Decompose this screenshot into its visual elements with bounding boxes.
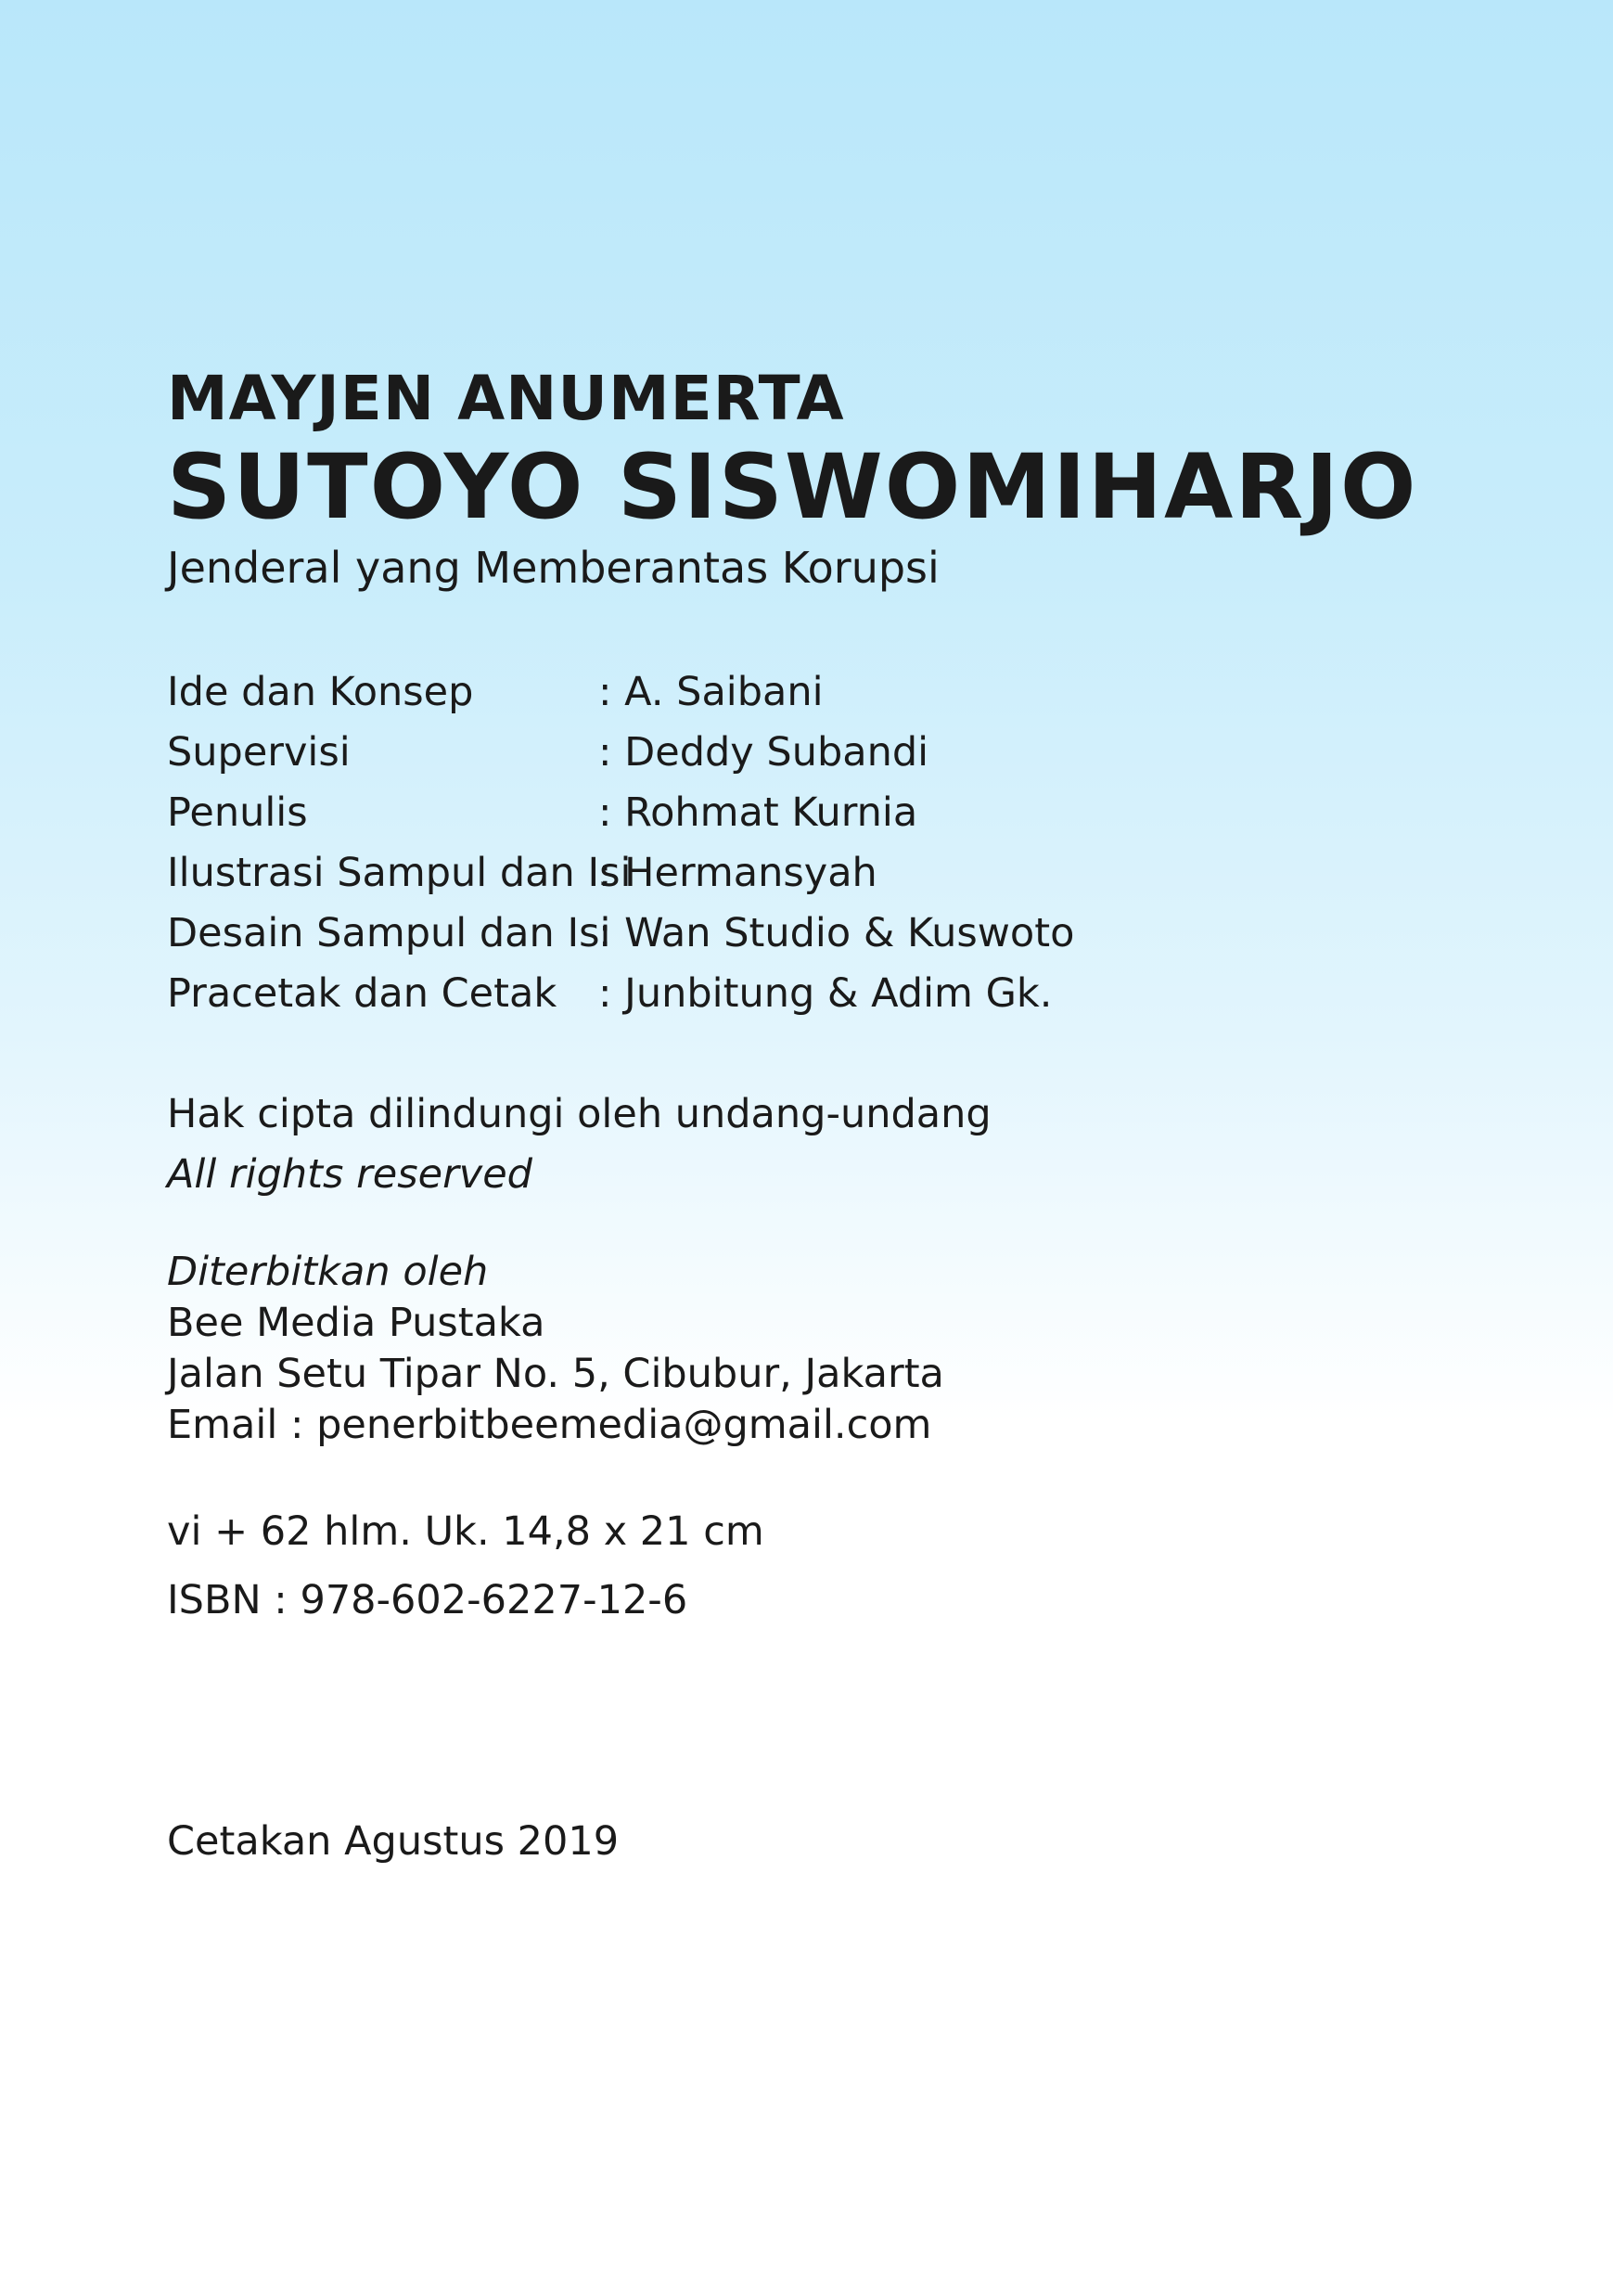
publisher-email: Email : penerbitbeemedia@gmail.com xyxy=(167,1402,932,1448)
rights-reserved: All rights reserved xyxy=(167,1151,532,1198)
credit-label: Desain Sampul dan Isi xyxy=(167,910,611,956)
credit-label: Pracetak dan Cetak xyxy=(167,970,557,1017)
credit-value: : Wan Studio & Kuswoto xyxy=(598,910,1075,956)
credit-value: : A. Saibani xyxy=(598,669,824,715)
credit-value: : Deddy Subandi xyxy=(598,729,929,776)
rights-notice: Hak cipta dilindungi oleh undang-undang xyxy=(167,1091,992,1137)
credit-row xyxy=(167,662,1466,723)
colophon xyxy=(167,362,1466,1635)
publisher-address: Jalan Setu Tipar No. 5, Cibubur, Jakarta xyxy=(167,1351,944,1397)
title-line-2: SUTOYO SISWOMIHARJO xyxy=(167,435,1418,539)
credit-row xyxy=(167,964,1466,1024)
publisher-name: Bee Media Pustaka xyxy=(167,1300,545,1346)
credit-label: Ide dan Konsep xyxy=(167,669,474,715)
credit-label: Supervisi xyxy=(167,729,351,776)
title-line-1: MAYJEN ANUMERTA xyxy=(167,363,845,434)
credit-label: Ilustrasi Sampul dan Isi xyxy=(167,850,632,896)
page-count: vi + 62 hlm. Uk. 14,8 x 21 cm xyxy=(167,1508,764,1555)
publisher-block xyxy=(167,1247,1466,1451)
credit-row xyxy=(167,723,1466,783)
subtitle: Jenderal yang Memberantas Korupsi xyxy=(167,543,940,593)
credit-value: : Junbitung & Adim Gk. xyxy=(598,970,1053,1017)
credit-row xyxy=(167,843,1466,904)
credit-value: : Rohmat Kurnia xyxy=(598,789,918,836)
credit-value: : Hermansyah xyxy=(598,850,877,896)
credit-row xyxy=(167,904,1466,964)
credits-list xyxy=(167,662,1466,1024)
specs-block xyxy=(167,1497,1466,1635)
rights-block xyxy=(167,1084,1466,1205)
printing-date: Cetakan Agustus 2019 xyxy=(167,1818,620,1865)
credit-label: Penulis xyxy=(167,789,308,836)
credit-row xyxy=(167,783,1466,843)
publisher-intro: Diterbitkan oleh xyxy=(167,1249,489,1295)
isbn: ISBN : 978-602-6227-12-6 xyxy=(167,1577,688,1623)
